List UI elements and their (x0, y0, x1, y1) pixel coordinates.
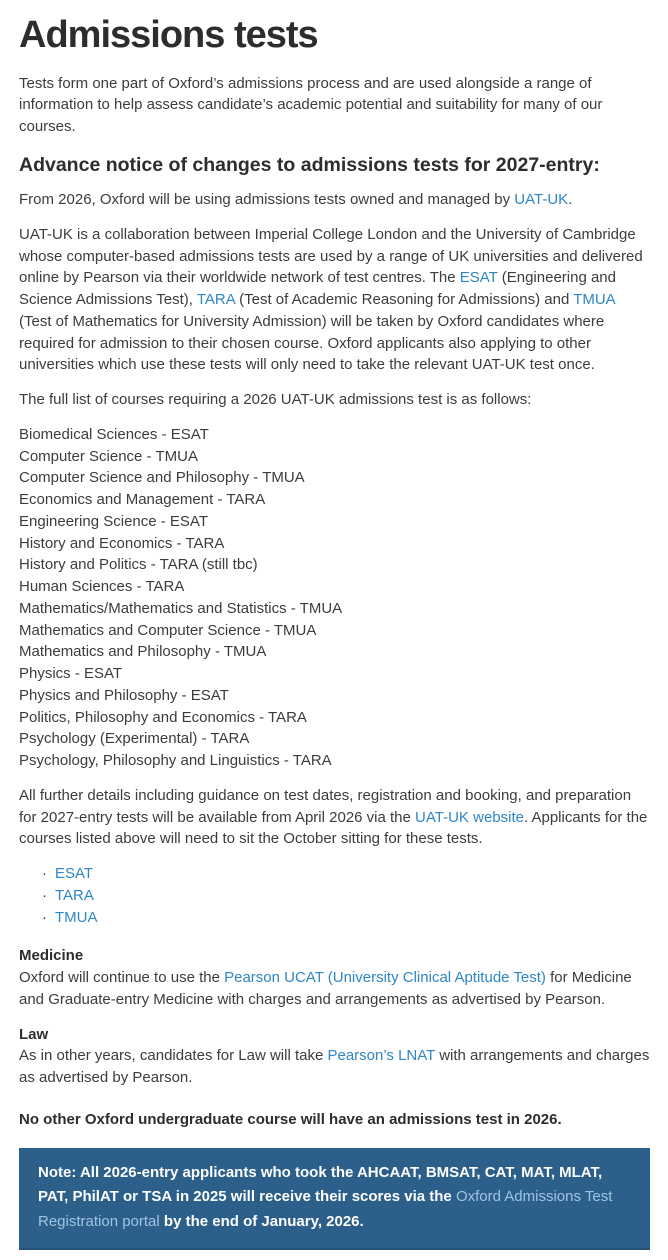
course-list-item: Politics, Philosophy and Economics - TARA (19, 708, 307, 726)
pearson-ucat-link[interactable]: Pearson UCAT (University Clinical Aptitude Test) (224, 969, 546, 987)
paragraph-text: . Applicants for the courses listed above will need to sit the October sitting for these tests. (19, 808, 648, 848)
test-link[interactable]: TMUA (55, 908, 98, 926)
note-box (19, 1148, 650, 1250)
course-list-item: Computer Science - TMUA (19, 447, 198, 465)
pearson-lnat-link[interactable]: Pearson’s LNAT (327, 1047, 436, 1065)
law-paragraph (19, 1045, 650, 1089)
full-list-intro-paragraph: The full list of courses requiring a 2026 UAT-UK admissions test is as follows: (19, 391, 532, 409)
paragraph-text: As in other years, candidates for Law will take (19, 1047, 328, 1065)
paragraph-text: (Test of Academic Reasoning for Admissions) and (234, 291, 574, 309)
esat-link[interactable]: ESAT (459, 269, 498, 287)
course-list-item: Mathematics/Mathematics and Statistics - TMUA (19, 599, 343, 617)
bullet-marker: · (42, 865, 47, 883)
test-link-item (42, 907, 650, 929)
course-list-item: Computer Science and Philosophy - TMUA (19, 469, 305, 487)
course-list-item: History and Economics - TARA (19, 534, 225, 552)
course-list-item: Biomedical Sciences - ESAT (19, 425, 209, 443)
medicine-section (19, 945, 650, 1010)
course-list-item: Engineering Science - ESAT (19, 512, 208, 530)
paragraph-text: Oxford will continue to use the (19, 969, 225, 987)
paragraph-text: All further details including guidance on test dates, registration and booking, and preparation for 2027-entry tests will be available from April 2026 via the (19, 786, 632, 826)
further-details-paragraph (19, 785, 650, 850)
course-list-item: History and Politics - TARA (still tbc) (19, 556, 258, 574)
medicine-paragraph (19, 967, 650, 1011)
uat-uk-collaboration-paragraph (19, 224, 650, 376)
uat-uk-link[interactable]: UAT-UK (514, 191, 569, 209)
intro-paragraph: Tests form one part of Oxford’s admissions process and are used alongside a range of information to help assess candidate’s academic potential and suitability for many of our courses. (19, 74, 603, 136)
test-link[interactable]: TARA (55, 886, 94, 904)
advance-notice-heading: Advance notice of changes to admissions tests for 2027-entry: (19, 153, 600, 176)
oxford-registration-portal-link[interactable]: Oxford Admissions Test Registration portal (38, 1188, 613, 1231)
no-other-tests-statement: No other Oxford undergraduate course will have an admissions test in 2026. (19, 1110, 562, 1128)
test-link-item (42, 863, 650, 885)
medicine-heading: Medicine (19, 947, 84, 965)
note-text: by the end of January, 2026. (159, 1213, 364, 1231)
test-links-list (42, 863, 650, 928)
bullet-marker: · (42, 908, 47, 926)
paragraph-text: (Engineering and Science Admissions Test), (19, 269, 616, 309)
page-title: Admissions tests (19, 14, 318, 56)
paragraph-text: for Medicine and Graduate-entry Medicine with charges and arrangements as advertised by Pearson. (19, 969, 632, 1008)
paragraph-text: with arrangements and charges as advertised by Pearson. (19, 1047, 650, 1087)
course-list-item: Mathematics and Philosophy - TMUA (19, 643, 267, 661)
test-link-item (42, 885, 650, 907)
tara-link[interactable]: TARA (196, 291, 235, 309)
note-text: Note: All 2026-entry applicants who took the AHCAAT, BMSAT, CAT, MAT, MLAT, PAT, PhilAT or TSA in 2025 will receive their scores via the (38, 1163, 603, 1206)
course-list-item: Human Sciences - TARA (19, 578, 185, 596)
paragraph-text: . (568, 191, 573, 209)
paragraph-text: UAT-UK is a collaboration between Imperial College London and the University of Cambridge whose computer-based admissions tests are used by a range of UK universities and delivered online by Pearson via their worldwide network of test centres. The (19, 225, 643, 287)
course-list-item: Economics and Management - TARA (19, 491, 266, 509)
course-list-item: Physics and Philosophy - ESAT (19, 686, 229, 704)
from-2026-paragraph (19, 189, 650, 211)
paragraph-text: (Test of Mathematics for University Admission) will be taken by Oxford candidates where required for admission to their chosen course. Oxford applicants also applying to other universities which use these tests will only need to take the relevant UAT-UK test once. (19, 312, 605, 374)
bullet-marker: · (42, 886, 47, 904)
law-heading: Law (19, 1025, 49, 1043)
tmua-link[interactable]: TMUA (573, 291, 615, 309)
uat-uk-website-link[interactable]: UAT-UK website (415, 808, 524, 826)
law-section (19, 1024, 650, 1089)
test-link[interactable]: ESAT (55, 865, 94, 883)
course-list-item: Physics - ESAT (19, 665, 123, 683)
course-list-item: Psychology, Philosophy and Linguistics - TARA (19, 752, 332, 770)
paragraph-text: From 2026, Oxford will be using admissions tests owned and managed by (19, 191, 515, 209)
course-list-item: Psychology (Experimental) - TARA (19, 730, 250, 748)
course-list (19, 424, 650, 772)
course-list-item: Mathematics and Computer Science - TMUA (19, 621, 317, 639)
